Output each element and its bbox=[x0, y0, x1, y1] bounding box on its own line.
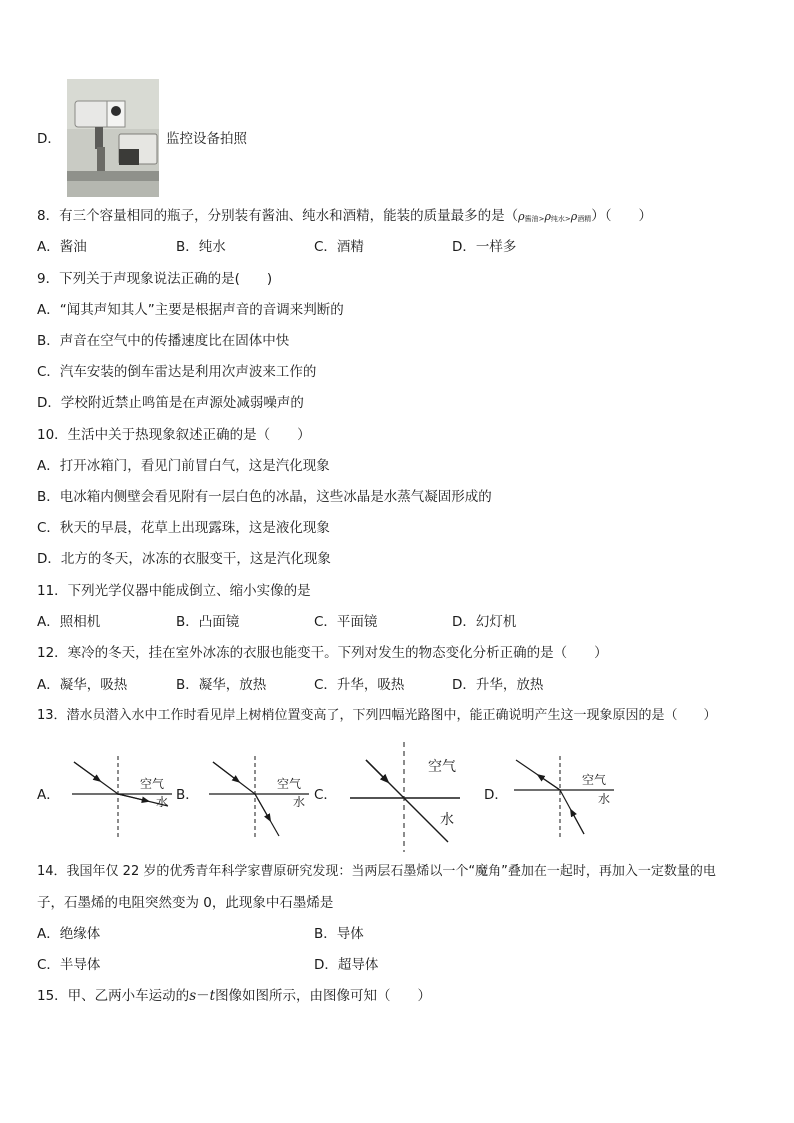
label-air-d: 空气 bbox=[582, 773, 607, 787]
q11-option-a: A．照相机 bbox=[37, 614, 101, 630]
label-water-d: 水 bbox=[598, 792, 611, 806]
light-path-diagram-d bbox=[510, 756, 618, 838]
q11-option-b: B．凸面镜 bbox=[176, 614, 240, 630]
q9-option-b: B．声音在空气中的传播速度比在固体中快 bbox=[37, 333, 290, 349]
surveillance-camera-photo bbox=[67, 79, 159, 197]
q13-stem: 13．潜水员潜入水中工作时看见岸上树梢位置变高了，下列四幅光路图中，能正确说明产生这一现象原因的是（ ） bbox=[37, 708, 717, 723]
q14-option-b: B．导体 bbox=[314, 926, 364, 942]
light-path-diagram-a bbox=[68, 756, 176, 838]
q10-option-b: B．电冰箱内侧壁会看见附有一层白色的冰晶，这些冰晶是水蒸气凝固形成的 bbox=[37, 489, 492, 505]
q14-option-c: C．半导体 bbox=[37, 957, 101, 973]
q8-option-c: C．酒精 bbox=[314, 239, 364, 255]
q14-stem-line1: 14．我国年仅 22 岁的优秀青年科学家曹原研究发现：当两层石墨烯以一个“魔角”叠加在一起时，再加入一定数量的电 bbox=[37, 864, 716, 879]
q12-option-c: C．升华，吸热 bbox=[314, 677, 405, 693]
label-water-b: 水 bbox=[293, 795, 306, 809]
q7-option-d-text: 监控设备拍照 bbox=[166, 131, 247, 147]
q9-option-d: D．学校附近禁止鸣笛是在声源处减弱噪声的 bbox=[37, 395, 304, 411]
q12-stem: 12．寒冷的冬天，挂在室外冰冻的衣服也能变干。下列对发生的物态变化分析正确的是（ ） bbox=[37, 645, 608, 661]
q8-option-b: B．纯水 bbox=[176, 239, 226, 255]
q8-stem: 8．有三个容量相同的瓶子，分别装有酱油、纯水和酒精，能装的质量最多的是（ρ酱油>ρ纯水>ρ酒精）（ ） bbox=[37, 208, 652, 224]
q10-stem: 10．生活中关于热现象叙述正确的是（ ） bbox=[37, 427, 311, 443]
q12-option-a: A．凝华，吸热 bbox=[37, 677, 128, 693]
q14-option-a: A．绝缘体 bbox=[37, 926, 101, 942]
label-water-c: 水 bbox=[440, 812, 454, 828]
q9-option-c: C．汽车安装的倒车雷达是利用次声波来工作的 bbox=[37, 364, 317, 380]
q13-option-d-letter: D． bbox=[484, 787, 508, 803]
q11-stem: 11．下列光学仪器中能成倒立、缩小实像的是 bbox=[37, 583, 311, 599]
q14-option-d: D．超导体 bbox=[314, 957, 379, 973]
q10-option-a: A．打开冰箱门，看见门前冒白气，这是汽化现象 bbox=[37, 458, 330, 474]
label-air-c: 空气 bbox=[428, 759, 456, 775]
q10-option-d: D．北方的冬天，冰冻的衣服变干，这是汽化现象 bbox=[37, 551, 331, 567]
q8-option-d: D．一样多 bbox=[452, 239, 517, 255]
q7-option-d-letter: D． bbox=[37, 131, 61, 147]
q12-option-d: D．升华，放热 bbox=[452, 677, 544, 693]
q11-option-c: C．平面镜 bbox=[314, 614, 378, 630]
q13-option-c-letter: C． bbox=[314, 787, 337, 803]
light-path-diagram-c bbox=[344, 742, 464, 852]
label-air-b: 空气 bbox=[277, 777, 302, 791]
q9-stem: 9．下列关于声现象说法正确的是( ) bbox=[37, 271, 273, 287]
label-water-a: 水 bbox=[156, 795, 169, 809]
q11-option-d: D．幻灯机 bbox=[452, 614, 517, 630]
q14-stem-line2: 子，石墨烯的电阻突然变为 0，此现象中石墨烯是 bbox=[37, 895, 334, 911]
q15-stem: 15．甲、乙两小车运动的s－t图像如图所示，由图像可知（ ） bbox=[37, 988, 432, 1004]
q13-option-b-letter: B． bbox=[176, 787, 199, 803]
q9-option-a: A．“闻其声知其人”主要是根据声音的音调来判断的 bbox=[37, 302, 344, 318]
light-path-diagram-b bbox=[205, 756, 313, 838]
q12-option-b: B．凝华，放热 bbox=[176, 677, 267, 693]
q10-option-c: C．秋天的早晨，花草上出现露珠，这是液化现象 bbox=[37, 520, 330, 536]
label-air-a: 空气 bbox=[140, 777, 165, 791]
q13-option-a-letter: A． bbox=[37, 787, 60, 803]
q8-option-a: A．酱油 bbox=[37, 239, 87, 255]
